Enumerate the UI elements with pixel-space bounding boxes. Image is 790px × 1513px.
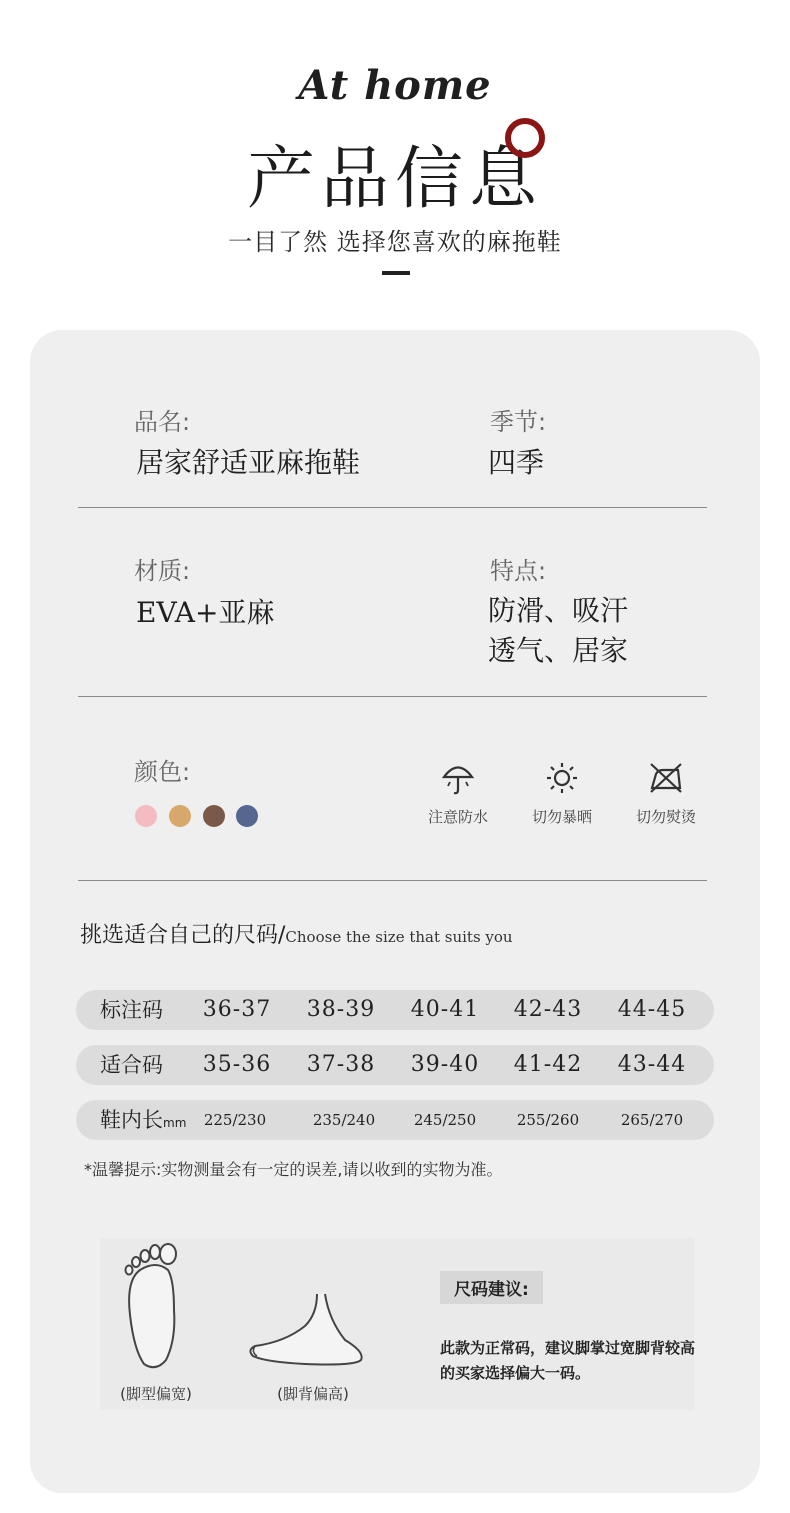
season-label: 季节: <box>490 408 547 436</box>
row-label: 标注码 <box>100 998 163 1022</box>
size-heading-en: Choose the size that suits you <box>285 928 513 946</box>
size-heading <box>80 918 513 949</box>
size-cell: 36-37 <box>202 997 272 1022</box>
size-cell: 35-36 <box>202 1052 272 1077</box>
color-swatch-blue[interactable] <box>236 805 258 827</box>
umbrella-icon <box>440 760 476 796</box>
color-swatch-pink[interactable] <box>135 805 157 827</box>
material-label: 材质: <box>134 557 191 585</box>
size-cell: 37-38 <box>306 1052 376 1077</box>
color-label: 颜色: <box>134 758 191 786</box>
size-note: *温馨提示:实物测量会有一定的误差,请以收到的实物为准。 <box>84 1160 503 1179</box>
care-label: 注意防水 <box>427 808 488 826</box>
feature-line-2: 透气、居家 <box>488 634 629 667</box>
care-label: 切勿熨烫 <box>635 808 696 826</box>
care-waterproof <box>413 760 503 827</box>
divider <box>78 507 707 508</box>
accent-ring <box>505 118 545 158</box>
size-cell: 245/250 <box>413 1111 477 1129</box>
row-label-unit: mm <box>163 1116 187 1130</box>
size-cell: 255/260 <box>516 1111 580 1129</box>
title-divider <box>382 271 410 275</box>
wide-foot-icon <box>118 1240 188 1370</box>
divider <box>78 880 707 881</box>
size-cell: 39-40 <box>410 1052 480 1077</box>
row-label: 适合码 <box>100 1053 163 1077</box>
row-label <box>100 1100 186 1143</box>
page-title: 产品信息 <box>246 140 543 219</box>
size-cell: 40-41 <box>410 997 480 1022</box>
size-cell: 43-44 <box>617 1052 687 1077</box>
color-swatch-tan[interactable] <box>169 805 191 827</box>
size-heading-cn: 挑选适合自己的尺码/ <box>80 923 286 948</box>
advice-tag: 尺码建议: <box>440 1271 543 1304</box>
script-title: At home <box>298 62 492 109</box>
size-cell: 38-39 <box>306 997 376 1022</box>
divider <box>78 696 707 697</box>
material-value: EVA+亚麻 <box>136 596 275 629</box>
size-cell: 44-45 <box>617 997 687 1022</box>
color-swatch-brown[interactable] <box>203 805 225 827</box>
size-row-inner-length <box>76 1100 714 1140</box>
high-instep-caption: (脚背偏高) <box>277 1385 349 1403</box>
sun-icon <box>544 760 580 796</box>
size-row-fit <box>76 1045 714 1085</box>
care-label: 切勿暴晒 <box>531 808 592 826</box>
name-value: 居家舒适亚麻拖鞋 <box>136 446 361 479</box>
wide-foot-caption: (脚型偏宽) <box>120 1385 192 1403</box>
feature-label: 特点: <box>490 557 547 585</box>
season-value: 四季 <box>488 446 545 479</box>
size-cell: 235/240 <box>312 1111 376 1129</box>
size-cell: 41-42 <box>513 1052 583 1077</box>
care-no-sun <box>517 760 607 827</box>
advice-text: 此款为正常码，建议脚掌过宽脚背较高的买家选择偏大一码。 <box>440 1339 696 1382</box>
size-row-labeled <box>76 990 714 1030</box>
row-label-text: 鞋内长 <box>100 1108 163 1132</box>
page-subtitle: 一目了然 选择您喜欢的麻拖鞋 <box>228 228 562 256</box>
feature-line-1: 防滑、吸汗 <box>488 594 629 627</box>
size-cell: 265/270 <box>620 1111 684 1129</box>
size-cell: 42-43 <box>513 997 583 1022</box>
care-no-iron <box>621 760 711 827</box>
size-cell: 225/230 <box>203 1111 267 1129</box>
no-iron-icon <box>648 760 684 796</box>
high-instep-foot-icon <box>245 1290 375 1370</box>
name-label: 品名: <box>134 408 191 436</box>
